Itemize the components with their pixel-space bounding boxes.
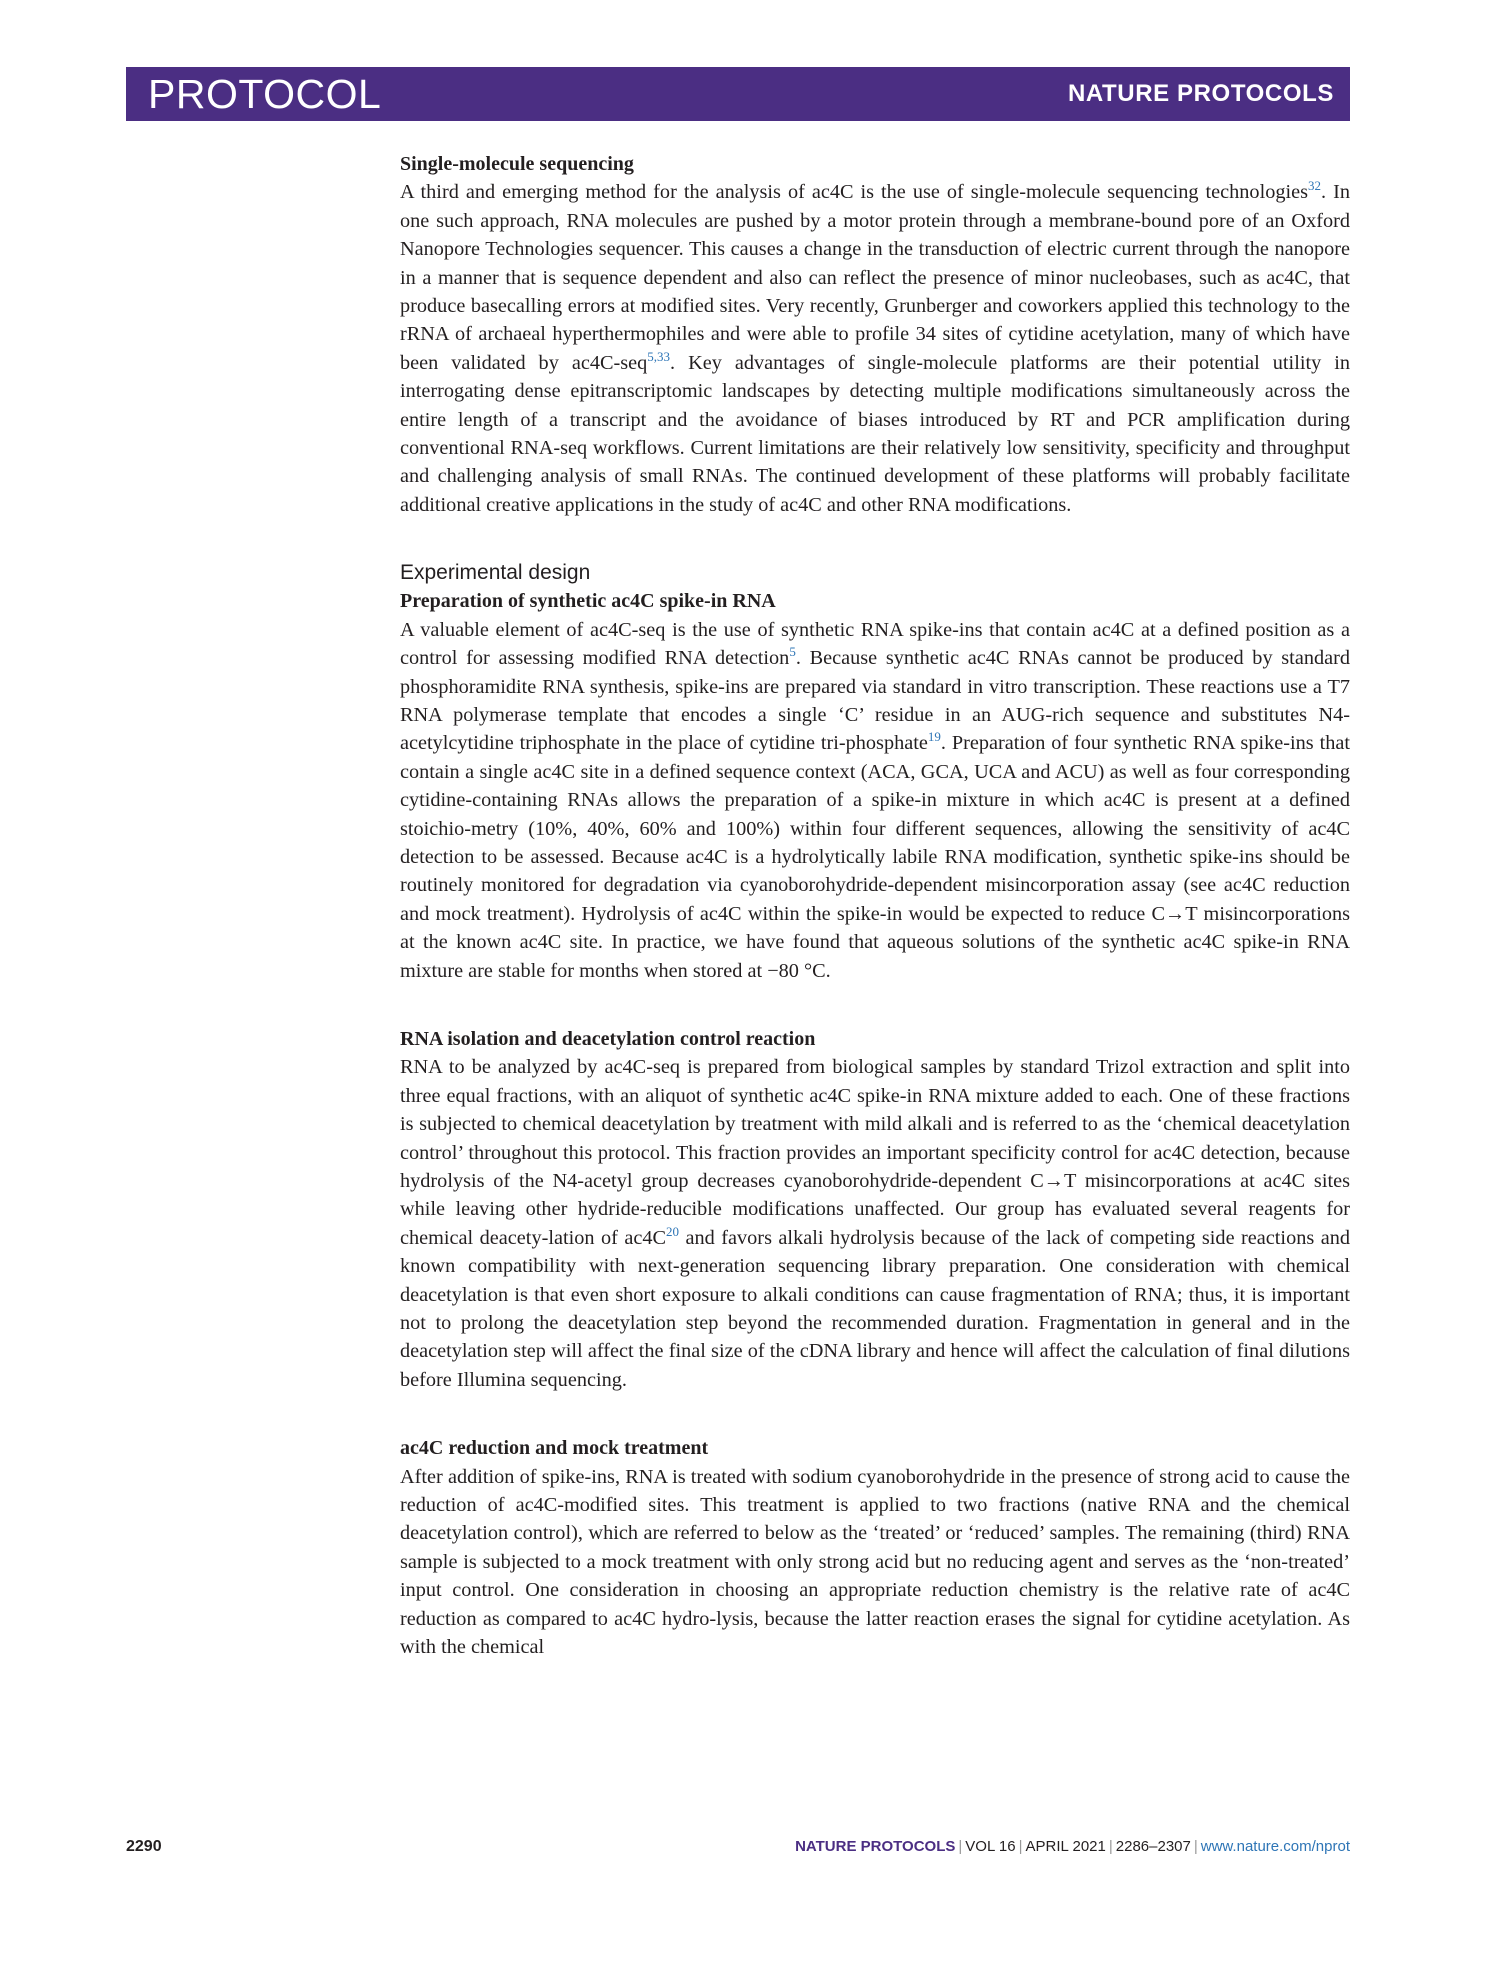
- header-journal-name: NATURE PROTOCOLS: [1067, 80, 1334, 107]
- text-run: . Preparation of four synthetic RNA spike-ins that contain a single ac4C site in a defined sequence context (ACA, GCA, UCA and ACU) as well as four corresponding cytidine-containing RNAs allows the preparation of a spike-in mixture in which ac4C is present at a defined stoichio-metry (10%, 40%, 60% and 100%) within four different sequences, allowing the sensitivity of ac4C detection to be assessed. Because ac4C is a hydrolytically labile RNA modification, synthetic spike-ins should be routinely monitored for degradation via cyanoborohydride-dependent misincorporation assay (see ac4C reduction and mock treatment). Hydrolysis of ac4C within the spike-in would be expected to reduce C→T misincorporations at the known ac4C site. In practice, we have found that aqueous solutions of the synthetic ac4C spike-in RNA mixture are stable for months when stored at −80 °C.: [400, 732, 1350, 982]
- text-run: and favors alkali hydrolysis because of the lack of competing side reactions and known compatibility with next-generation sequencing library preparation. One consideration with chemical deacetylation is that even short exposure to alkali conditions can cause fragmentation of RNA; thus, it is important not to prolong the deacetylation step beyond the recommended duration. Fragmentation in general and in the deacetylation step will affect the final size of the cDNA library and hence will affect the calculation of final dilutions before Illumina sequencing.: [400, 1226, 1350, 1391]
- citation-link[interactable]: 32: [1308, 178, 1322, 194]
- paragraph-isolation: [400, 1053, 1350, 1394]
- text-run: . In one such approach, RNA molecules are pushed by a motor protein through a membrane-bound pore of an Oxford Nanopore Technologies sequencer. This causes a change in the transduction of electric current through the nanopore in a manner that is sequence dependent and also can reflect the presence of minor nucleobases, such as ac4C, that produce basecalling errors at modified sites. Very recently, Grunberger and coworkers applied this technology to the rRNA of archaeal hyperthermophiles and were able to profile 34 sites of cytidine acetylation, many of which have been validated by ac4C-seq: [400, 181, 1350, 374]
- subheading-spike-in: Preparation of synthetic ac4C spike-in RNA: [400, 590, 776, 613]
- paragraph-spike-in: [400, 616, 1350, 985]
- subheading-single-molecule: Single-molecule sequencing: [400, 153, 634, 175]
- article-body: [400, 150, 1350, 1662]
- footer-date: APRIL 2021: [1025, 1838, 1106, 1855]
- footer-journal: NATURE PROTOCOLS: [795, 1838, 956, 1855]
- paragraph-single-molecule: [400, 178, 1350, 519]
- subheading-reduction: ac4C reduction and mock treatment: [400, 1437, 709, 1460]
- section-heading-experimental-design: Experimental design: [400, 561, 591, 585]
- footer-url-link[interactable]: www.nature.com/nprot: [1200, 1838, 1350, 1855]
- citation-link[interactable]: 19: [927, 729, 941, 745]
- text-run: . Because synthetic ac4C RNAs cannot be produced by standard phosphoramidite RNA synthesis, spike-ins are prepared via standard in vitro transcription. These reactions use a T7 RNA polymerase template that encodes a single ‘C’ residue in an AUG-rich sequence and substitutes N4-acetylcytidine triphosphate in the place of cytidine tri-phosphate: [400, 647, 1350, 755]
- footer-pages: 2286–2307: [1115, 1838, 1191, 1855]
- citation-link[interactable]: 5: [789, 644, 796, 660]
- footer-citation: NATURE PROTOCOLS | VOL 16 | APRIL 2021 | 2286–2307 | www.nature.com/nprot: [795, 1838, 1350, 1855]
- text-run: A valuable element of ac4C-seq is the use of synthetic RNA spike-ins that contain ac4C at a defined position as a control for assessing modified RNA detection: [400, 618, 1350, 670]
- page-number: 2290: [126, 1838, 162, 1855]
- header-section-label: PROTOCOL: [148, 70, 382, 117]
- header-bar: [126, 67, 1350, 121]
- text-run: RNA to be analyzed by ac4C-seq is prepared from biological samples by standard Trizol extraction and split into three equal fractions, with an aliquot of synthetic ac4C spike-in RNA mixture added to each. One of these fractions is subjected to chemical deacetylation by treatment with mild alkali and is referred to as the ‘chemical deacetylation control’ throughout this protocol. This fraction provides an important specificity control for ac4C detection, because hydrolysis of the N4-acetyl group decreases cyanoborohydride-dependent C→T misincorporations at ac4C sites while leaving other hydride-reducible modifications unaffected. Our group has evaluated several reagents for chemical deacety-lation of ac4C: [400, 1056, 1350, 1249]
- subheading-isolation: RNA isolation and deacetylation control reaction: [400, 1027, 816, 1050]
- text-run: . Key advantages of single-molecule platforms are their potential utility in interrogating dense epitranscriptomic landscapes by detecting multiple modifications simultaneously across the entire length of a transcript and the avoidance of biases introduced by RT and PCR amplification during conventional RNA-seq workflows. Current limitations are their relatively low sensitivity, specificity and throughput and challenging analysis of small RNAs. The continued development of these platforms will probably facilitate additional creative applications in the study of ac4C and other RNA modifications.: [400, 351, 1350, 516]
- citation-link[interactable]: 5,33: [647, 349, 671, 365]
- paragraph-reduction: After addition of spike-ins, RNA is treated with sodium cyanoborohydride in the presence of strong acid to cause the reduction of ac4C-modified sites. This treatment is applied to two fractions (native RNA and the chemical deacetylation control), which are referred to below as the ‘treated’ or ‘reduced’ samples. The remaining (third) RNA sample is subjected to a mock treatment with only strong acid but no reducing agent and serves as the ‘non-treated’ input control. One consideration in choosing an appropriate reduction chemistry is the relative rate of ac4C reduction as compared to ac4C hydro-lysis, because the latter reaction erases the signal for cytidine acetylation. As with the chemical: [400, 1465, 1350, 1659]
- footer-volume: VOL 16: [965, 1838, 1016, 1855]
- text-run: A third and emerging method for the analysis of ac4C is the use of single-molecule sequencing technologies: [400, 181, 1309, 204]
- citation-link[interactable]: 20: [666, 1224, 680, 1240]
